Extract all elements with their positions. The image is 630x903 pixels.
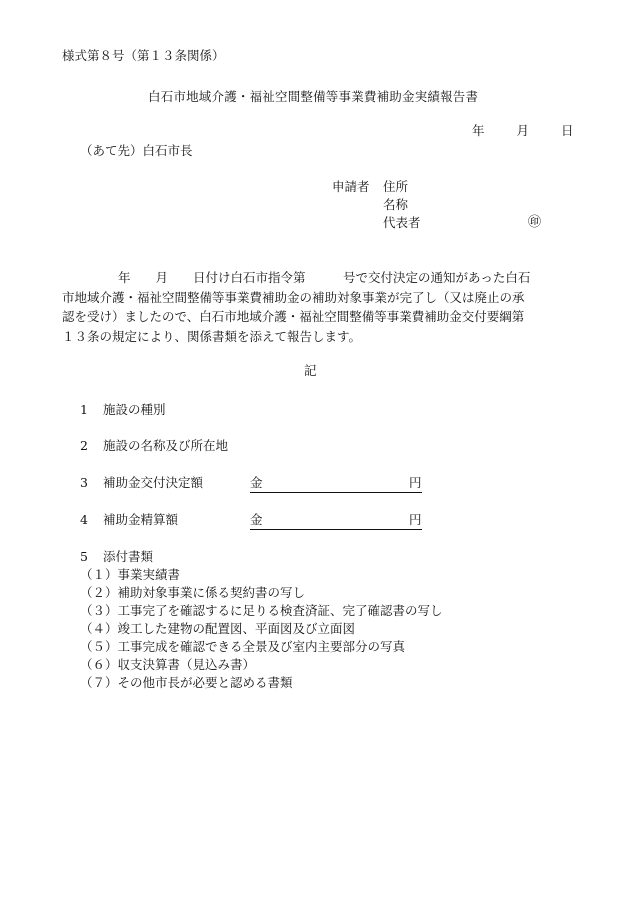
body-line-3: 認を受け）ましたので、白石市地域介護・福祉空間整備等事業費補助金交付要綱第 (62, 309, 525, 324)
attachment-5: （５）工事完成を確認できる全景及び室内主要部分の写真 (80, 639, 406, 654)
attachment-1: （１）事業実績書 (80, 567, 181, 582)
applicant-label: 申請者 (332, 179, 370, 194)
item-4-label: 補助金精算額 (103, 512, 179, 527)
attachment-6: （６）収支決算書（見込み書） (80, 657, 256, 672)
item-3-amount-line (250, 474, 422, 493)
item-5-number: 5 (80, 549, 88, 564)
attachment-4: （４）竣工した建物の配置図、平面図及び立面図 (80, 621, 356, 636)
body-paragraph (62, 268, 574, 346)
ki-heading: 記 (304, 363, 317, 378)
item-4-suffix: 円 (409, 512, 422, 527)
item-3-label: 補助金交付決定額 (103, 475, 204, 490)
item-3-prefix: 金 (250, 475, 263, 490)
form-number: 様式第８号（第１３条関係） (62, 48, 225, 63)
item-4-number: 4 (80, 512, 88, 527)
date-year: 年 (472, 123, 485, 138)
item-4-prefix: 金 (250, 512, 263, 527)
item-2-number: 2 (80, 438, 88, 453)
item-1-number: 1 (80, 402, 88, 417)
item-3-number: 3 (80, 475, 88, 490)
applicant-name-label: 名称 (383, 197, 409, 212)
attachment-7: （７）その他市長が必要と認める書類 (80, 675, 293, 690)
attachment-3: （３）工事完了を確認するに足りる検査済証、完了確認書の写し (80, 603, 443, 618)
seal-mark: ㊞ (528, 215, 542, 230)
item-1-label: 施設の種別 (103, 402, 166, 417)
applicant-representative-label: 代表者 (383, 215, 421, 230)
addressee: （あて先）白石市長 (80, 143, 193, 158)
item-4-amount-line (250, 511, 422, 530)
item-3-suffix: 円 (409, 475, 422, 490)
body-line-1: 年 月 日付け白石市指令第 号で交付決定の通知があった白石 (118, 270, 531, 285)
item-2-label: 施設の名称及び所在地 (103, 438, 229, 453)
body-line-4: １３条の規定により、関係書類を添えて報告します。 (62, 328, 362, 344)
date-line (472, 122, 574, 140)
date-month: 月 (516, 123, 530, 138)
item-5-label: 添付書類 (103, 549, 154, 564)
date-day: 日 (561, 123, 574, 138)
applicant-address-label: 住所 (383, 179, 409, 194)
attachment-2: （２）補助対象事業に係る契約書の写し (80, 585, 306, 600)
body-line-2: 市地域介護・福祉空間整備等事業費補助金の補助対象事業が完了し（又は廃止の承 (62, 289, 525, 305)
document-title: 白石市地域介護・福祉空間整備等事業費補助金実績報告書 (148, 89, 479, 104)
